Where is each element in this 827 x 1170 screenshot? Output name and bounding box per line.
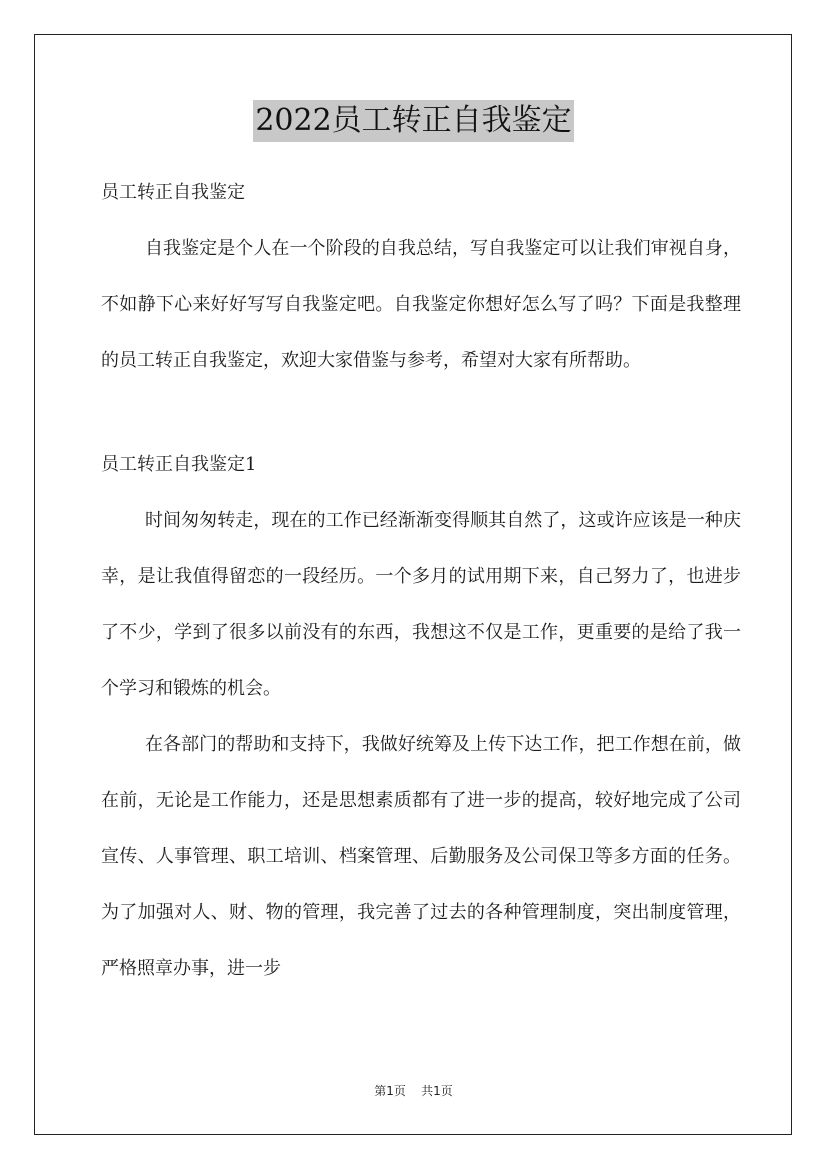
section-gap [101, 389, 741, 437]
page-total: 共1页 [421, 1084, 453, 1098]
title-container [0, 100, 827, 142]
document-subtitle: 员工转正自我鉴定 [101, 182, 245, 203]
intro-paragraph: 自我鉴定是个人在一个阶段的自我总结，写自我鉴定可以让我们审视自身，不如静下心来好好写写自我鉴定吧。自我鉴定你想好怎么写了吗？下面是我整理的员工转正自我鉴定，欢迎大家借鉴与参考，希望对大家有所帮助。 [101, 238, 741, 371]
page-number: 第1页 [374, 1084, 406, 1098]
document-title: 2022员工转正自我鉴定 [253, 100, 573, 142]
section1-paragraph-1: 时间匆匆转走，现在的工作已经渐渐变得顺其自然了，这或许应该是一种庆幸，是让我值得留恋的一段经历。一个多月的试用期下来，自己努力了，也进步了不少，学到了很多以前没有的东西，我想这不仅是工作，更重要的是给了我一个学习和锻炼的机会。 [101, 510, 741, 699]
document-body [101, 165, 741, 997]
section1-heading: 员工转正自我鉴定1 [101, 454, 257, 475]
section1-paragraph-2: 在各部门的帮助和支持下，我做好统筹及上传下达工作，把工作想在前，做在前，无论是工作能力，还是思想素质都有了进一步的提高，较好地完成了公司宣传、人事管理、职工培训、档案管理、后勤服务及公司保卫等多方面的任务。为了加强对人、财、物的管理，我完善了过去的各种管理制度，突出制度管理，严格照章办事，进一步 [101, 734, 741, 979]
page-footer [0, 1082, 827, 1099]
